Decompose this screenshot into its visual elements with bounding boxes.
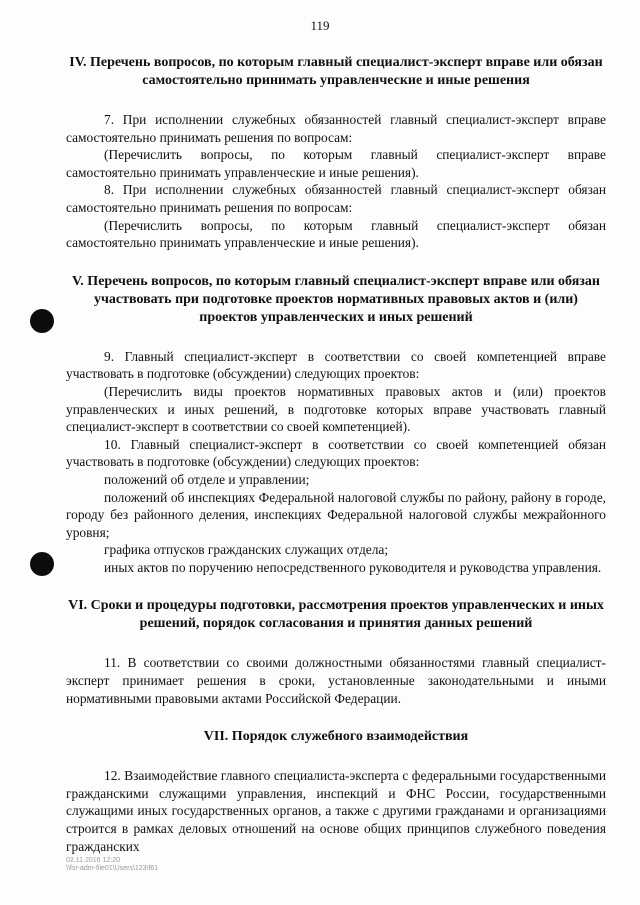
paragraph: положений об отделе и управлении; <box>104 471 310 487</box>
footer-timestamp: 02.11.2016 12:20 <box>66 857 120 864</box>
paragraph: (Перечислить вопросы, по которым главный специалист-эксперт вправе самостоятельно принимать управленческие и иные решения). <box>66 147 606 180</box>
paragraph: 8. При исполнении служебных обязанностей главный специалист-эксперт обязан самостоятельно принимать решения по вопросам: <box>66 182 606 215</box>
paragraph: 9. Главный специалист-эксперт в соответствии со своей компетенцией вправе участвовать в подготовке (обсуждении) следующих проектов: <box>66 348 606 382</box>
section-6-heading: VI. Сроки и процедуры подготовки, рассмотрения проектов управленческих и иных решений, порядок согласования и принятия данных решений <box>68 598 604 632</box>
paragraph: 11. В соответствии со своими должностными обязанностями главный специалист-эксперт принимает решения в сроки, установленные законодательными и иными нормативными правовыми актами Российской Федерации. <box>66 655 606 706</box>
footer-file-path: \\fsr-adm-file01\Users\123\f61 <box>66 865 159 872</box>
section-5-heading: V. Перечень вопросов, по которым главный специалист-эксперт вправе или обязан участвовать при подготовке проектов нормативных правовых актов и (или) проектов управленческих и иных решений <box>72 273 600 325</box>
section-7-heading: VII. Порядок служебного взаимодействия <box>203 729 469 745</box>
paragraph: 7. При исполнении служебных обязанностей главный специалист-эксперт вправе самостоятельно принимать решения по вопросам: <box>66 112 606 145</box>
paragraph: положений об инспекциях Федеральной налоговой службы по району, району в городе, городу без районного деления, инспекциях Федеральной налоговой службы межрайонного уровня; <box>66 489 606 540</box>
paragraph: иных актов по поручению непосредственного руководителя и руководства управления. <box>104 559 602 575</box>
paragraph: (Перечислить вопросы, по которым главный специалист-эксперт обязан самостоятельно принимать управленческие и иные решения). <box>66 217 606 251</box>
paragraph: графика отпусков гражданских служащих отдела; <box>104 542 389 558</box>
paragraph: (Перечислить виды проектов нормативных правовых актов и (или) проектов управленческих и иных решений, в подготовке которых вправе участвовать главный специалист-эксперт в соответствии со своей компетенцией). <box>66 383 606 435</box>
section-4-heading: IV. Перечень вопросов, по которым главный специалист-эксперт вправе или обязан самостоятельно принимать управленческие и иные решения <box>69 55 603 88</box>
paragraph: 10. Главный специалист-эксперт в соответствии со своей компетенцией обязан участвовать в подготовке (обсуждении) следующих проектов: <box>66 436 606 470</box>
paragraph: 12. Взаимодействие главного специалиста-эксперта с федеральными государственными гражданскими служащими управления, инспекций и ФНС России, государственными служащими иных государственных органов, а также с другими гражданами и организациями строится в рамках деловых отношений на основе общих принципов служебного поведения гражданских <box>66 768 606 854</box>
footer-stamp <box>66 857 158 873</box>
page-number: 119 <box>310 18 330 33</box>
document-body <box>66 54 606 855</box>
punch-hole-top <box>30 309 54 333</box>
punch-hole-bottom <box>30 552 54 576</box>
